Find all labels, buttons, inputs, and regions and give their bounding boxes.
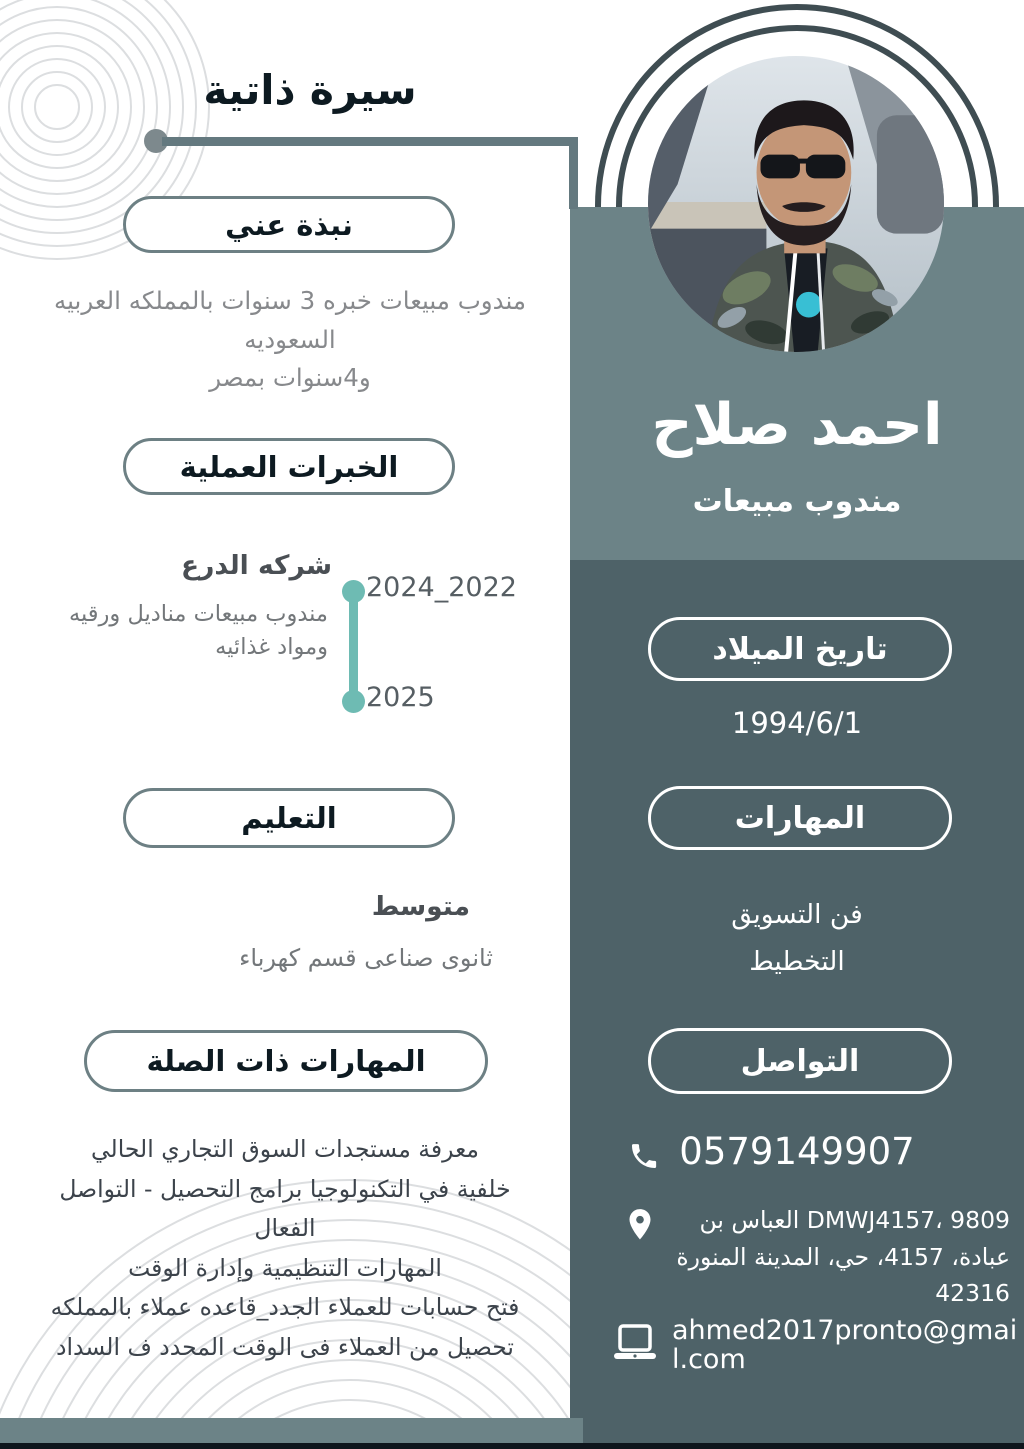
address-line: DMWJ4157، 9809 العباس بن <box>699 1206 1010 1234</box>
related-skill-line: الفعال <box>254 1214 316 1242</box>
timeline-dot-end <box>342 690 365 713</box>
experience-description-line: مندوب مبيعات مناديل ورقيه <box>68 601 328 627</box>
skill-item: فن التسويق <box>731 899 863 930</box>
contact-address <box>664 1202 1010 1312</box>
education-detail: ثانوى صناعى قسم كهرباء <box>239 944 493 972</box>
page-title: سيرة ذاتية <box>203 66 417 114</box>
section-heading-about <box>123 196 455 253</box>
related-skills-list <box>15 1130 555 1367</box>
section-heading-contact <box>648 1028 952 1094</box>
address-line: عبادة، 4157، حي، المدينة المنورة <box>676 1242 1010 1271</box>
related-skill-line: تحصيل من العملاء فى الوقت المحدد ف السداد <box>56 1332 514 1361</box>
section-heading-related-skills <box>84 1030 488 1092</box>
profile-role: مندوب مبيعات <box>692 484 902 519</box>
related-skill-line: المهارات التنظيمية وإدارة الوقت <box>128 1253 442 1282</box>
related-skill-line: معرفة مستجدات السوق التجاري الحالي <box>90 1135 480 1163</box>
timeline-line <box>349 590 358 701</box>
footer-bar <box>0 1418 583 1444</box>
bottom-edge-strip <box>0 1443 1024 1449</box>
laptop-icon <box>610 1322 660 1366</box>
section-heading-skills <box>648 786 952 850</box>
experience-description <box>69 598 328 664</box>
experience-period-start: 2024_2022 <box>366 572 517 603</box>
contact-heading-label: التواصل <box>740 1043 860 1079</box>
profile-photo <box>648 56 944 352</box>
about-heading-label: نبذة عني <box>225 207 353 242</box>
birth-date-value: 1994/6/1 <box>731 706 863 740</box>
rule-vertical <box>569 137 578 209</box>
skills-list <box>570 891 1024 985</box>
about-line: و4سنوات بمصر <box>209 363 371 392</box>
experience-description-line: ومواد غذائيه <box>215 634 328 660</box>
experience-heading-label: الخبرات العملية <box>179 449 399 484</box>
location-pin-icon <box>626 1208 654 1250</box>
skill-item: التخطيط <box>749 946 845 977</box>
section-heading-experience <box>123 438 455 495</box>
related-skill-line: خلفية في التكنولوجيا برامج التحصيل - التواصل <box>59 1174 511 1203</box>
about-line: مندوب مبيعات خبره 3 سنوات بالمملكه العربيه <box>53 286 526 315</box>
about-text <box>20 282 560 398</box>
section-heading-birth-date <box>648 617 952 681</box>
skills-heading-label: المهارات <box>734 800 866 836</box>
rule-horizontal <box>162 137 578 146</box>
education-level: متوسط <box>371 891 470 922</box>
address-line: 42316 <box>935 1279 1010 1307</box>
contact-email: ahmed2017pronto@gmail.com <box>672 1315 1018 1375</box>
education-heading-label: التعليم <box>241 801 337 835</box>
experience-period-end: 2025 <box>366 682 435 713</box>
birth-heading-label: تاريخ الميلاد <box>712 631 888 667</box>
experience-company: شركه الدرع <box>181 550 332 581</box>
profile-name: احمد صلاح <box>651 392 943 458</box>
related-skills-heading-label: المهارات ذات الصلة <box>146 1044 426 1078</box>
contact-phone: 0579149907 <box>679 1130 915 1173</box>
section-heading-education <box>123 788 455 848</box>
about-line: السعوديه <box>244 324 336 354</box>
related-skill-line: فتح حسابات للعملاء الجدد_قاعده عملاء بالمملكه <box>50 1293 520 1321</box>
